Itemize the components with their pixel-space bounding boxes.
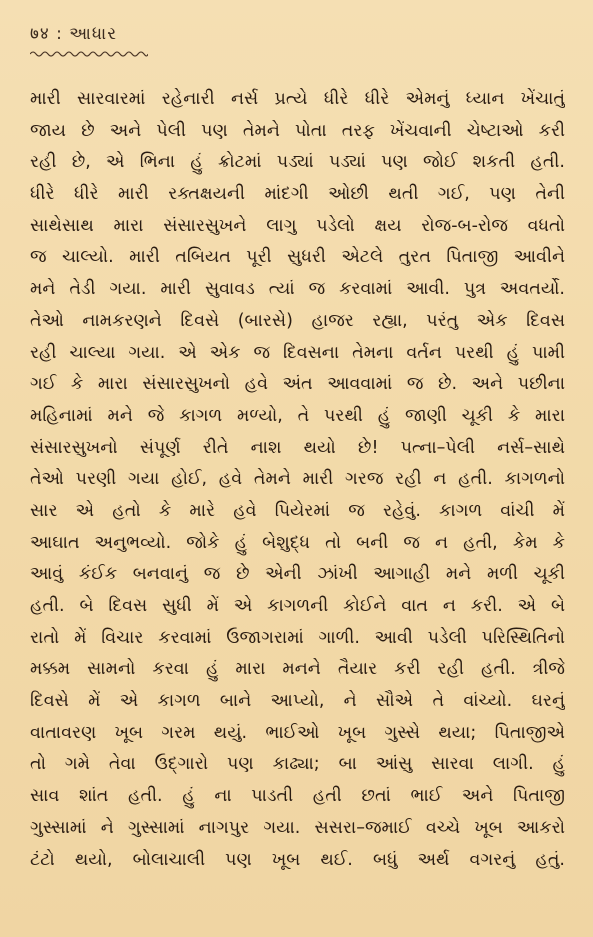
text-line: સાવ શાંત હતી. હું ના પાડતી હતી છતાં ભાઈ અને પિતાજી	[30, 786, 565, 807]
decorative-squiggle	[30, 50, 148, 58]
text-line: તો ગમે તેવા ઉદ્ગારો પણ કાઢ્યા; બા આંસુ સારવા લાગી. હું	[30, 754, 565, 775]
text-line: હતી. બે દિવસ સુધી મેં એ કાગળની કોઈને વાત ન કરી. એ બે	[30, 596, 565, 616]
text-line: આવું કંઈક બનવાનું જ છે એની ઝાંખી આગાહી મને મળી ચૂકી	[30, 564, 565, 585]
text-line: જાય છે અને પેલી પણ તેમને પોતા તરફ ખેંચવાની ચેષ્ટાઓ કરી	[30, 120, 565, 141]
text-line: ધીરે ધીરે મારી રક્તક્ષયની માંદગી ઓછી થતી ગઈ, પણ તેની	[30, 184, 565, 205]
text-line: આઘાત અનુભવ્યો. જોકે હું બેશુદ્ધ તો બની જ ન હતી, કેમ કે	[30, 532, 565, 553]
text-line: રહી ચાલ્યા ગયા. એ એક જ દિવસના તેમના વર્તન પરથી હું પામી	[30, 342, 565, 363]
text-line: મારી સારવારમાં રહેનારી નર્સ પ્રત્યે ધીરે ધીરે એમનું ધ્યાન ખેંચાતું	[30, 89, 565, 109]
text-line: રહી છે, એ ભિના હું ક્રોટમાં પડ્યાં પડ્યાં પણ જોઈ શકતી હતી.	[30, 152, 565, 173]
text-line: મને તેડી ગયા. મારી સુવાવડ ત્યાં જ કરવામાં આવી. પુત્ર અવતર્યો.	[30, 279, 565, 300]
text-line: દિવસે મેં એ કાગળ બાને આપ્યો, ને સૌએ તે વાંચ્યો. ઘરનું	[30, 691, 565, 712]
text-line: મક્કમ સામનો કરવા હું મારા મનને તૈયાર કરી રહી હતી. ત્રીજે	[30, 659, 565, 680]
text-line: સાથેસાથ મારા સંસારસુખને લાગુ પડેલો ક્ષય રોજ-બ-રોજ વધતો	[30, 215, 565, 236]
text-line: જ ચાલ્યો. મારી તબિયત પૂરી સુધરી એટલે તુરત પિતાજી આવીને	[30, 247, 565, 268]
text-line: મહિનામાં મને જે કાગળ મળ્યો, તે પરથી હું જાણી ચૂકી કે મારા	[30, 405, 565, 426]
text-line: ગુસ્સામાં ને ગુસ્સામાં નાગપુર ગયા. સસરા–જમાઈ વચ્ચે ખૂબ આકરો	[30, 817, 565, 838]
text-line: રાતો મેં વિચાર કરવામાં ઉજાગરામાં ગાળી. આવી પડેલી પરિસ્થિતિનો	[30, 627, 565, 648]
text-line: ગઈ કે મારા સંસારસુખનો હવે અંત આવવામાં જ છે. અને પછીના	[30, 374, 565, 395]
text-line: વાતાવરણ ખૂબ ગરમ થયું. ભાઈઓ ખૂબ ગુસ્સે થયા; પિતાજીએ	[30, 722, 565, 743]
running-head: ७४ : આધાર	[30, 24, 117, 44]
text-line: ટંટો થયો, બોલાચાલી પણ ખૂબ થઈ. બધું અર્થ વગરનું હતું.	[30, 849, 565, 870]
text-line: તેઓ નામકરણને દિવસે (બારસે) હાજર રહ્યા, પરંતુ એક દિવસ	[30, 310, 565, 331]
text-line: તેઓ પરણી ગયા હોઈ, હવે તેમને મારી ગરજ રહી ન હતી. કાગળનો	[30, 469, 565, 490]
text-line: સંસારસુખનો સંપૂર્ણ રીતે નાશ થયો છે! પત્ના–પેલી નર્સ–સાથે	[30, 437, 565, 458]
body-text	[30, 84, 565, 924]
page-header	[30, 22, 330, 72]
text-line: સાર એ હતો કે મારે હવે પિયેરમાં જ રહેવું. કાગળ વાંચી મેં	[30, 500, 565, 521]
